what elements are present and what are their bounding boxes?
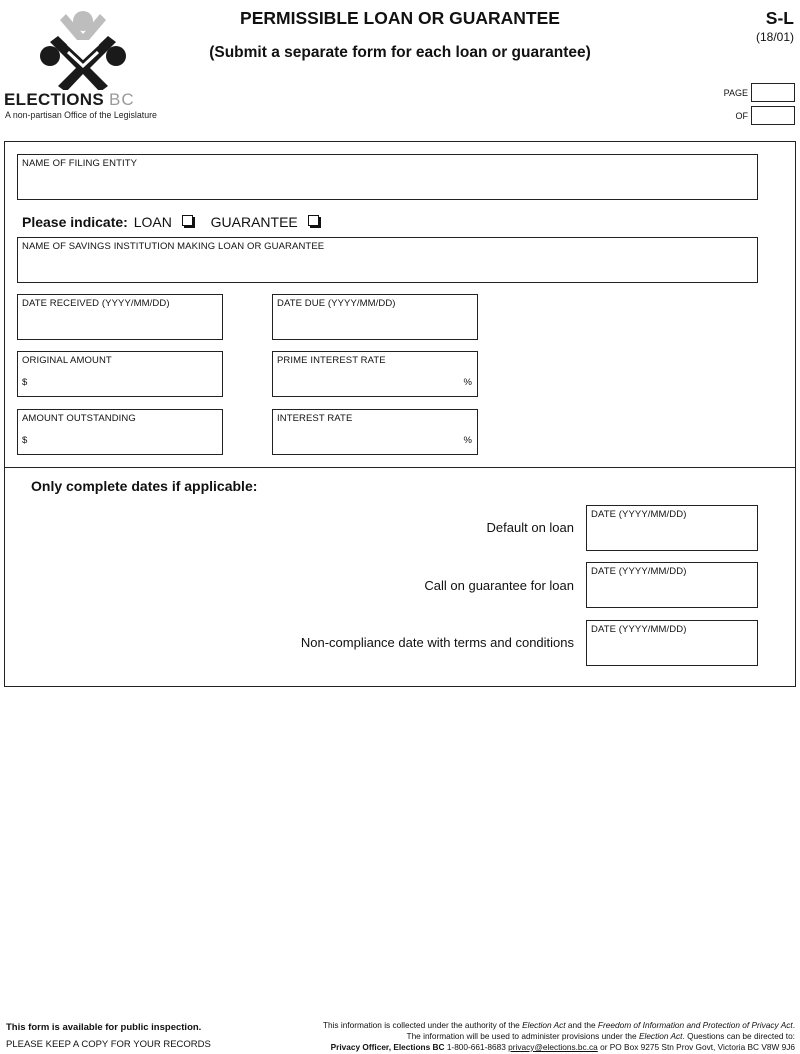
election-act-ref: Election Act <box>638 1031 683 1041</box>
form-version: (18/01) <box>755 30 794 44</box>
amount-outstanding-label: AMOUNT OUTSTANDING <box>22 413 136 424</box>
prime-interest-rate-percent: % <box>463 377 472 388</box>
logo-wordmark: ELECTIONS <box>4 90 104 109</box>
savings-institution-label: NAME OF SAVINGS INSTITUTION MAKING LOAN OR GUARANTEE <box>22 241 325 252</box>
election-act-ref: Election Act <box>522 1020 566 1030</box>
privacy-email-link[interactable]: privacy@elections.bc.ca <box>508 1042 598 1052</box>
guarantee-label: GUARANTEE <box>210 214 298 230</box>
interest-rate-label: INTEREST RATE <box>277 413 353 424</box>
interest-rate-field[interactable] <box>272 409 478 455</box>
loan-label: LOAN <box>133 214 172 230</box>
savings-institution-field[interactable] <box>17 237 758 283</box>
interest-rate-percent: % <box>463 435 472 446</box>
loan-or-guarantee-indicator <box>22 214 319 230</box>
amount-outstanding-currency: $ <box>22 435 28 446</box>
privacy-address: or PO Box 9275 Stn Prov Govt, Victoria BC V8W 9J6 <box>600 1042 795 1052</box>
call-on-guarantee-label: Call on guarantee for loan <box>424 578 574 593</box>
original-amount-field[interactable] <box>17 351 223 397</box>
page-of-label: OF <box>735 111 748 121</box>
privacy-text: and the <box>565 1020 598 1030</box>
page-number-label: PAGE <box>723 88 748 98</box>
elections-bc-logo <box>4 8 164 122</box>
privacy-phone: 1-800-661-8683 <box>446 1042 506 1052</box>
prime-interest-rate-field[interactable] <box>272 351 478 397</box>
non-compliance-date-field[interactable] <box>586 620 758 666</box>
original-amount-label: ORIGINAL AMOUNT <box>22 355 112 366</box>
guarantee-checkbox[interactable] <box>308 215 319 226</box>
public-inspection-notice: This form is available for public inspection. <box>6 1022 202 1033</box>
page-number-field[interactable] <box>751 83 795 102</box>
prime-interest-rate-label: PRIME INTEREST RATE <box>277 355 386 366</box>
privacy-officer: Privacy Officer, Elections BC <box>330 1042 445 1052</box>
privacy-text: . <box>792 1020 795 1030</box>
page-subtitle: (Submit a separate form for each loan or guarantee) <box>209 44 591 61</box>
foippa-ref: Freedom of Information and Protection of Privacy Act <box>597 1020 793 1030</box>
privacy-notice <box>323 1020 795 1053</box>
page-total-field[interactable] <box>751 106 795 125</box>
filing-entity-field[interactable] <box>17 154 758 200</box>
date-due-field[interactable] <box>272 294 478 340</box>
privacy-text: The information will be used to administer provisions under the <box>406 1031 639 1041</box>
default-on-loan-label: Default on loan <box>486 520 574 535</box>
privacy-text: . Questions can be directed to: <box>682 1031 795 1041</box>
privacy-contact-line <box>323 1042 795 1053</box>
date-received-label: DATE RECEIVED (YYYY/MM/DD) <box>22 298 170 309</box>
filing-entity-label: NAME OF FILING ENTITY <box>22 158 138 169</box>
date-due-label: DATE DUE (YYYY/MM/DD) <box>277 298 396 309</box>
original-amount-currency: $ <box>22 377 28 388</box>
privacy-notice-line2 <box>323 1031 795 1042</box>
logo-tagline: A non-partisan Office of the Legislature <box>5 110 157 120</box>
non-compliance-label: Non-compliance date with terms and conditions <box>300 635 574 650</box>
section-divider <box>4 467 796 468</box>
default-on-loan-date-field[interactable] <box>586 505 758 551</box>
page-title: PERMISSIBLE LOAN OR GUARANTEE <box>240 8 560 28</box>
call-on-guarantee-date-field[interactable] <box>586 562 758 608</box>
default-on-loan-date-label: DATE (YYYY/MM/DD) <box>591 509 687 520</box>
logo-wordmark-bc: BC <box>109 90 135 109</box>
form-code: S-L <box>765 8 794 28</box>
privacy-text: This information is collected under the authority of the <box>322 1020 523 1030</box>
loan-checkbox[interactable] <box>182 215 193 226</box>
indicate-label: Please indicate: <box>22 214 128 230</box>
call-on-guarantee-date-label: DATE (YYYY/MM/DD) <box>591 566 687 577</box>
amount-outstanding-field[interactable] <box>17 409 223 455</box>
privacy-notice-line1 <box>323 1020 795 1031</box>
keep-copy-notice: PLEASE KEEP A COPY FOR YOUR RECORDS <box>6 1039 211 1050</box>
dates-section-heading: Only complete dates if applicable: <box>31 478 258 494</box>
logo-emblem-icon <box>38 8 128 90</box>
date-received-field[interactable] <box>17 294 223 340</box>
non-compliance-date-label: DATE (YYYY/MM/DD) <box>591 624 687 635</box>
